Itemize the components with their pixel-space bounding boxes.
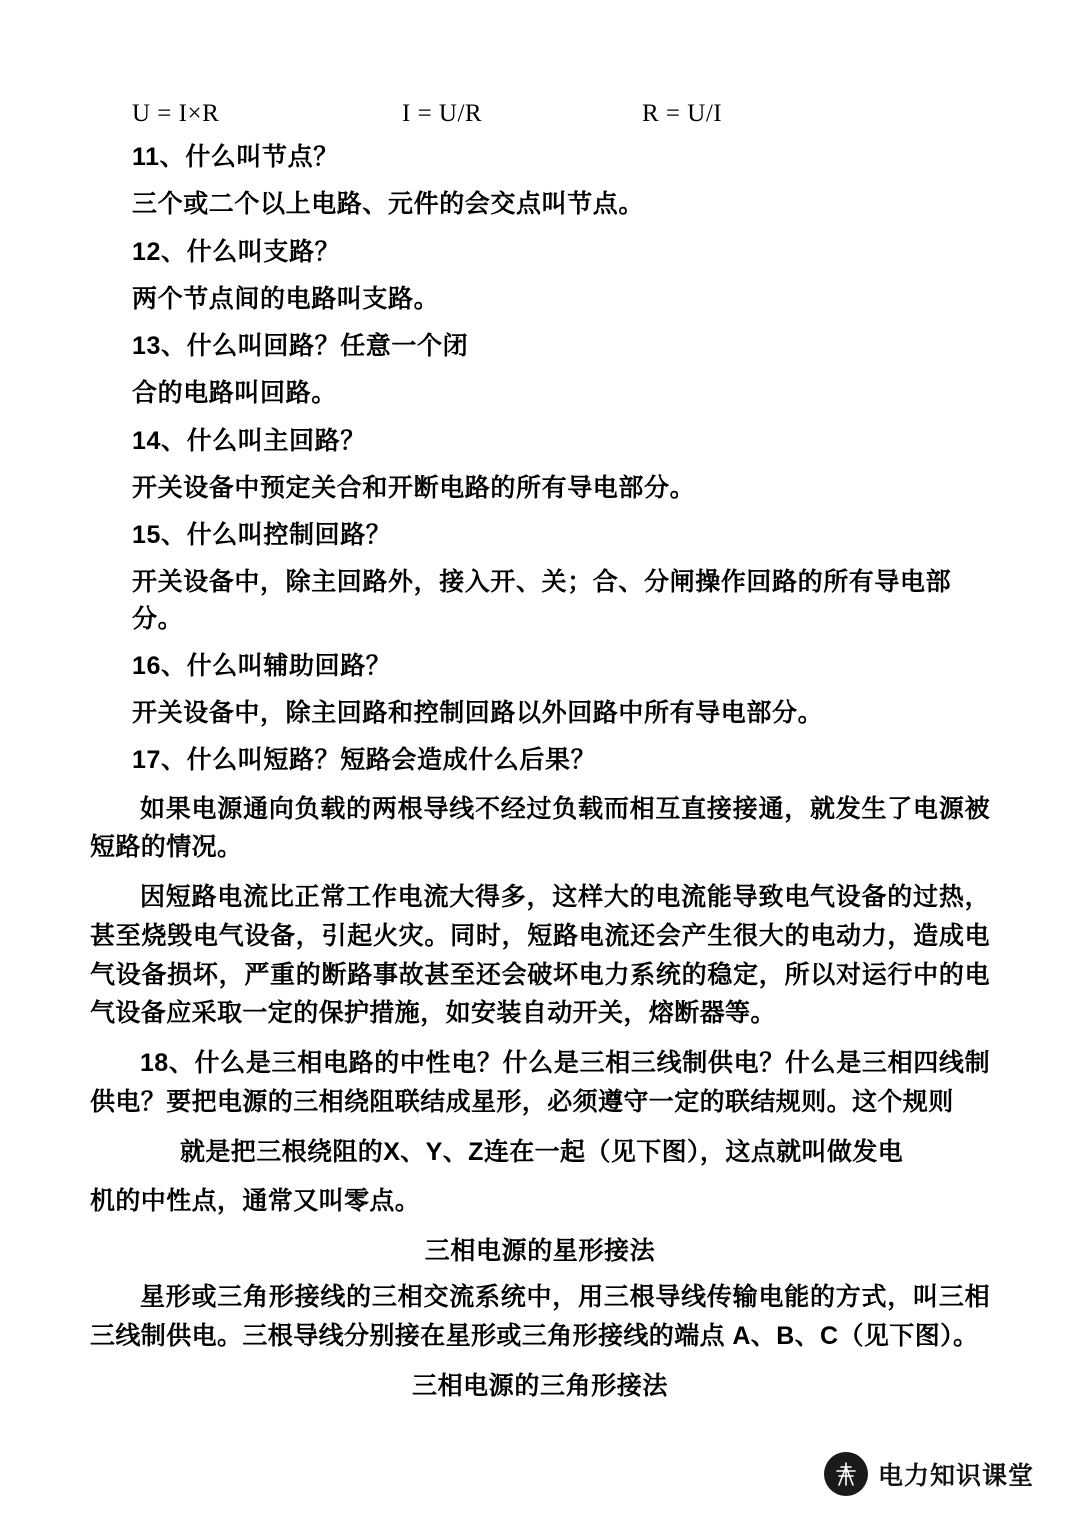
paragraph-17-a: 如果电源通向负载的两根导线不经过负载而相互直接接通，就发生了电源被短路的情况。: [90, 794, 990, 862]
answer-11: 三个或二个以上电路、元件的会交点叫节点。: [132, 190, 645, 219]
paragraph-18-c: 机的中性点，通常又叫零点。: [90, 1187, 421, 1216]
question-15: 15、什么叫控制回路？: [132, 521, 392, 549]
formula-current: I = U/R: [402, 100, 483, 127]
paragraph-19: 星形或三角形接线的三相交流系统中，用三根导线传输电能的方式，叫三相三线制供电。三根导线分别接在星形或三角形接线的端点 A、B、C（见下图）。: [90, 1283, 990, 1350]
answer-13: 合的电路叫回路。: [132, 379, 337, 408]
formula-row: [132, 100, 990, 128]
power-tower-icon: [824, 1452, 868, 1496]
answer-12: 两个节点间的电路叫支路。: [132, 284, 440, 313]
heading-star-connection: 三相电源的星形接法: [424, 1237, 656, 1265]
formula-resistance: R = U/I: [642, 100, 723, 127]
account-badge: [814, 1446, 1044, 1502]
question-13: 13、什么叫回路？任意一个闭: [132, 332, 469, 360]
question-14: 14、什么叫主回路？: [132, 426, 366, 455]
question-16: 16、什么叫辅助回路？: [132, 651, 392, 680]
formula-voltage: U = I×R: [132, 100, 220, 127]
answer-15: 开关设备中，除主回路外，接入开、关；合、分闸操作回路的所有导电部分。: [132, 568, 952, 633]
heading-delta-connection: 三相电源的三角形接法: [411, 1371, 668, 1400]
account-name: 电力知识课堂: [877, 1462, 1034, 1490]
question-12: 12、什么叫支路？: [132, 237, 341, 266]
answer-16: 开关设备中，除主回路和控制回路以外回路中所有导电部分。: [132, 699, 824, 727]
question-18: 18、什么是三相电路的中性电？什么是三相三线制供电？什么是三相四线制供电？要把电源的三相绕阻联结成星形，必须遵守一定的联结规则。这个规则: [90, 1049, 990, 1116]
paragraph-17-b: 因短路电流比正常工作电流大得多，这样大的电流能导致电气设备的过热，甚至烧毁电气设备，引起火灾。同时，短路电流还会产生很大的电动力，造成电气设备损坏，严重的断路事故甚至还会破坏电力系统的稳定，所以对运行中的电气设备应采取一定的保护措施，如安装自动开关，熔断器等。: [90, 883, 990, 1028]
question-11: 11、什么叫节点？: [132, 143, 339, 171]
paragraph-18-b: 就是把三根绕阻的X、Y、Z连在一起（见下图），这点就叫做发电: [180, 1137, 904, 1166]
answer-14: 开关设备中预定关合和开断电路的所有导电部分。: [132, 473, 696, 502]
question-17: 17、什么叫短路？短路会造成什么后果？: [132, 746, 597, 775]
